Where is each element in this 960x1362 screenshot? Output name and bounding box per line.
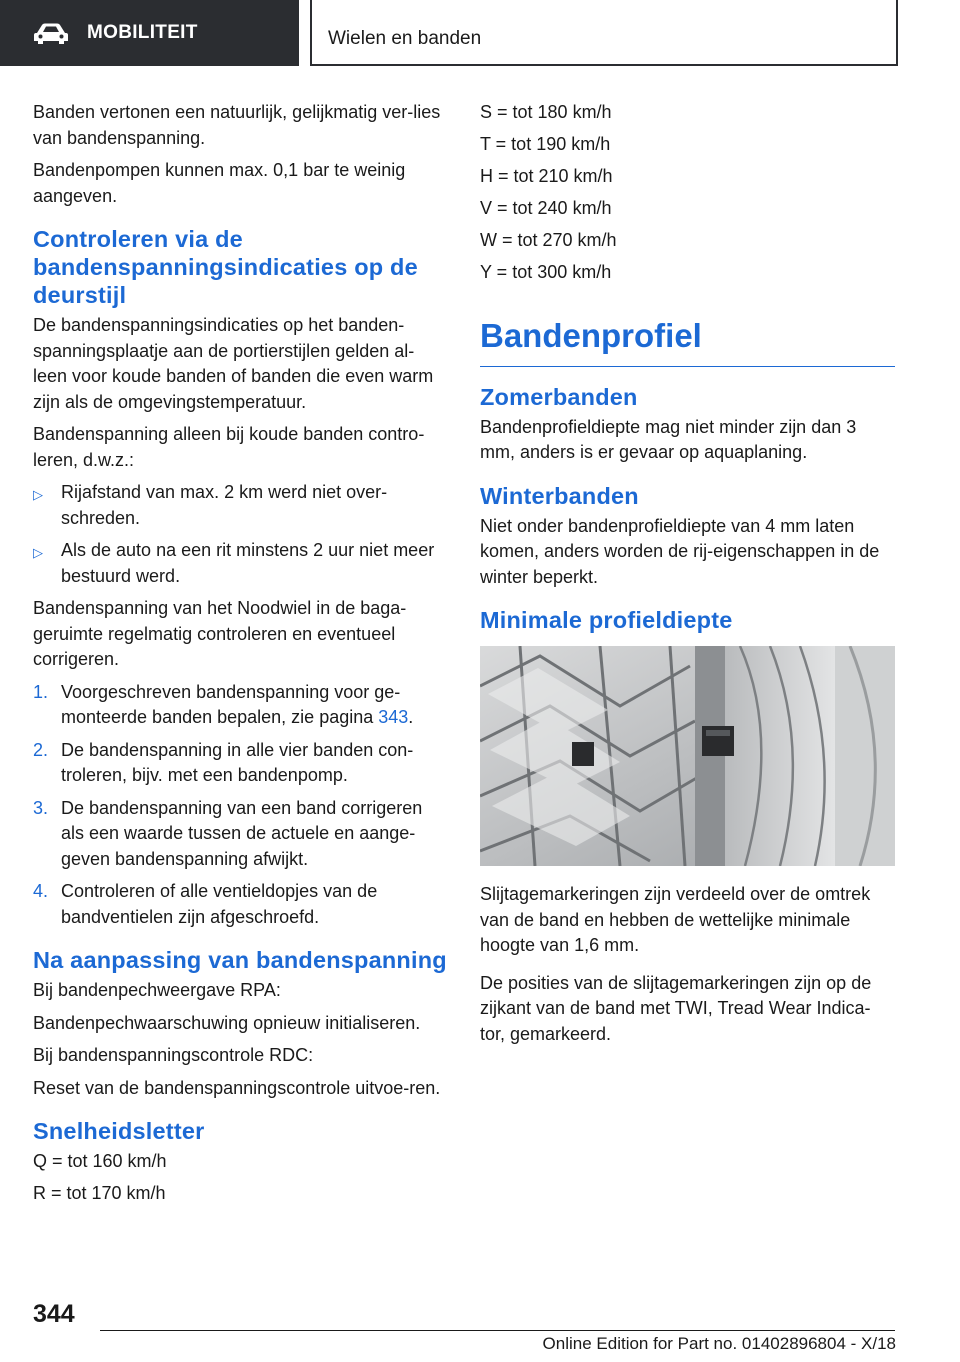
paragraph: Bandenspanning alleen bij koude banden contro-leren, d.w.z.: bbox=[33, 424, 425, 470]
page-link[interactable]: 343 bbox=[378, 707, 409, 727]
section-label: MOBILITEIT bbox=[87, 22, 198, 43]
step-text: De bandenspanning van een band corrigeren als een waarde tussen de actuele en aange-geven bandenspanning afwijkt. bbox=[61, 797, 423, 869]
heading-minimale-profieldiepte: Minimale profieldiepte bbox=[480, 607, 733, 633]
left-column bbox=[33, 100, 448, 1213]
heading-aanpassing: Na aanpassing van bandenspanning bbox=[33, 947, 447, 973]
paragraph: Slijtagemarkeringen zijn verdeeld over de omtrek van de band en hebben de wettelijke minimale hoogte van 1,6 mm. bbox=[480, 884, 871, 955]
footer-divider bbox=[100, 1330, 895, 1331]
paragraph: Banden vertonen een natuurlijk, gelijkmatig ver-lies van bandenspanning. bbox=[33, 102, 441, 148]
speed-rating: H = tot 210 km/h bbox=[480, 166, 613, 186]
step-text: De bandenspanning in alle vier banden con-troleren, bijv. met een bandenpomp. bbox=[61, 739, 414, 785]
section-tab bbox=[0, 0, 299, 66]
speed-rating: W = tot 270 km/h bbox=[480, 230, 617, 250]
car-icon bbox=[33, 21, 69, 45]
list-item-text: Als de auto na een rit minstens 2 uur niet meer bestuurd werd. bbox=[61, 540, 435, 586]
speed-rating: Y = tot 300 km/h bbox=[480, 262, 612, 282]
paragraph: De bandenspanningsindicaties op het banden-spanningsplaatje aan de portierstijlen gelden al-leen voor koude banden of banden die even warm zijn als de omgevingstemperatuur. bbox=[33, 315, 434, 412]
heading-controleren: Controleren via de bandenspanningsindicaties op de deurstijl bbox=[33, 226, 418, 308]
step-number: 4. bbox=[33, 881, 49, 901]
heading-winterbanden: Winterbanden bbox=[480, 482, 639, 509]
paragraph: Bandenpompen kunnen max. 0,1 bar te weinig aangeven. bbox=[33, 160, 406, 206]
step-text: Controleren of alle ventieldopjes van de bandventielen zijn afgeschroefd. bbox=[61, 881, 378, 927]
list-item bbox=[33, 538, 448, 589]
tire-tread-image bbox=[480, 646, 895, 866]
step-item bbox=[33, 796, 448, 873]
speed-rating: Q = tot 160 km/h bbox=[33, 1151, 167, 1171]
step-text-end: . bbox=[408, 707, 414, 727]
list-item-text: Rijafstand van max. 2 km werd niet over-schreden. bbox=[61, 482, 388, 528]
step-item bbox=[33, 879, 448, 930]
step-number: 2. bbox=[33, 739, 49, 760]
paragraph: Reset van de bandenspanningscontrole uitvoe-ren. bbox=[33, 1077, 441, 1098]
heading-bandenprofiel: Bandenprofiel bbox=[480, 316, 895, 367]
step-item bbox=[33, 738, 448, 789]
right-column bbox=[480, 100, 895, 1054]
paragraph: Bandenspanning van het Noodwiel in de baga-geruimte regelmatig controleren en eventueel corrigeren. bbox=[33, 598, 407, 669]
heading-snelheidsletter: Snelheidsletter bbox=[33, 1118, 205, 1144]
paragraph: Bandenprofieldiepte mag niet minder zijn dan 3 mm, anders is er gevaar op aquaplaning. bbox=[480, 416, 857, 462]
list-item bbox=[33, 480, 448, 531]
step-item bbox=[33, 680, 448, 731]
paragraph: Bij bandenpechweergave RPA: bbox=[33, 980, 281, 1000]
speed-rating: R = tot 170 km/h bbox=[33, 1183, 166, 1203]
speed-rating: S = tot 180 km/h bbox=[480, 102, 612, 122]
edition-note: Online Edition for Part no. 01402896804 - X/18 bbox=[542, 1334, 896, 1353]
step-number: 1. bbox=[33, 681, 49, 702]
step-number: 3. bbox=[33, 797, 49, 818]
step-list bbox=[33, 680, 448, 931]
paragraph: Bij bandenspanningscontrole RDC: bbox=[33, 1045, 314, 1065]
paragraph: De posities van de slijtagemarkeringen zijn op de zijkant van de band met TWI, Tread Wear Indica-tor, gemarkeerd. bbox=[480, 972, 872, 1044]
title-box bbox=[310, 0, 898, 66]
triangle-bullet-icon: ▷ bbox=[33, 487, 43, 502]
paragraph: Bandenpechwaarschuwing opnieuw initialiseren. bbox=[33, 1012, 421, 1033]
page-number: 344 bbox=[33, 1300, 75, 1328]
step-text: Voorgeschreven bandenspanning voor ge-monteerde banden bepalen, zie pagina bbox=[61, 681, 401, 727]
bullet-list bbox=[33, 480, 448, 589]
speed-rating: T = tot 190 km/h bbox=[480, 134, 611, 154]
paragraph: Niet onder bandenprofieldiepte van 4 mm laten komen, anders worden de rij-eigenschappen in de winter beperkt. bbox=[480, 515, 880, 587]
speed-rating: V = tot 240 km/h bbox=[480, 198, 612, 218]
heading-zomerbanden: Zomerbanden bbox=[480, 383, 638, 410]
triangle-bullet-icon: ▷ bbox=[33, 545, 43, 560]
page-header bbox=[0, 0, 960, 68]
page-title: Wielen en banden bbox=[328, 28, 482, 49]
